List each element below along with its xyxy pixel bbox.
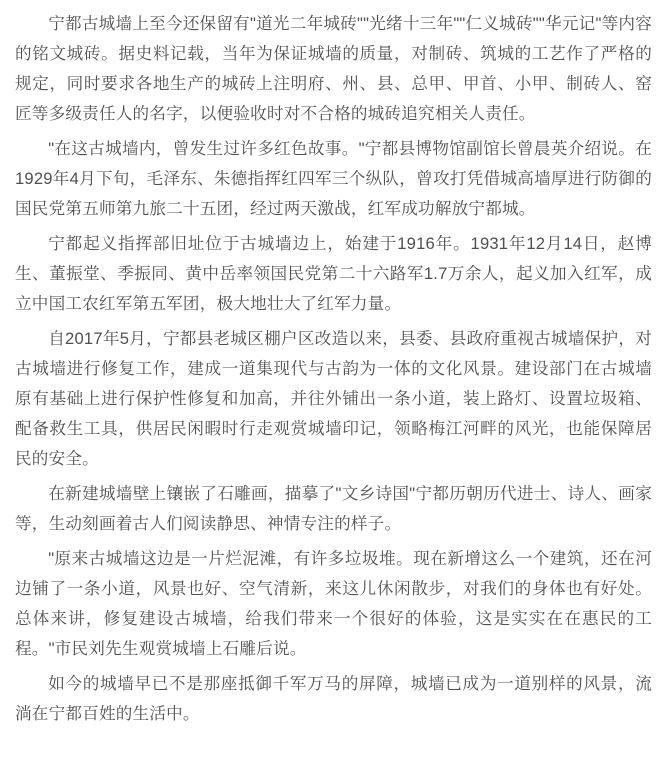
paragraph: 自2017年5月，宁都县老城区棚户区改造以来，县委、县政府重视古城墙保护，对古城墙进行修复工作，建成一道集现代与古韵为一体的文化风景。建设部门在古城墙原有基础上进行保护性修复和加高，并往外铺出一条小道，装上路灯、设置垃圾箱、配备救生工具，供居民闲暇时行走观赏城墙印记，领略梅江河畔的风光，也能保障居民的安全。 xyxy=(15,329,652,468)
paragraph: 宁都古城墙上至今还保留有"道光二年城砖""光绪十三年""仁义城砖""华元记"等内容的铭文城砖。据史料记载，当年为保证城墙的质量，对制砖、筑城的工艺作了严格的规定，同时要求各地生产的城砖上注明府、州、县、总甲、甲首、小甲、制砖人、窑匠等多级责任人的名字，以便验收时对不合格的城砖追究相关人责任。 xyxy=(15,14,652,123)
paragraph: 在新建城墙壁上镶嵌了石雕画，描摹了"文乡诗国"宁都历朝历代进士、诗人、画家等，生动刻画着古人们阅读静思、神情专注的样子。 xyxy=(15,484,652,533)
paragraph: "在这古城墙内，曾发生过许多红色故事。"宁都县博物馆副馆长曾晨英介绍说。在1929年4月下旬，毛泽东、朱德指挥红四军三个纵队，曾攻打凭借城高墙厚进行防御的国民党第五师第九旅二十五团，经过两天激战，红军成功解放宁都城。 xyxy=(15,139,652,218)
paragraph: 如今的城墙早已不是那座抵御千军万马的屏障，城墙已成为一道别样的风景，流淌在宁都百姓的生活中。 xyxy=(15,674,652,723)
paragraph: 宁都起义指挥部旧址位于古城墙边上，始建于1916年。1931年12月14日，赵博生、董振堂、季振同、黄中岳率领国民党第二十六路军1.7万余人，起义加入红军，成立中国工农红军第五军团，极大地壮大了红军力量。 xyxy=(15,234,652,313)
paragraph: "原来古城墙这边是一片烂泥滩，有许多垃圾堆。现在新增这么一个建筑，还在河边铺了一条小道，风景也好、空气清新，来这儿休闲散步，对我们的身体也有好处。总体来讲，修复建设古城墙，给我们带来一个很好的体验，这是实实在在惠民的工程。"市民刘先生观赏城墙上石雕后说。 xyxy=(15,549,652,658)
